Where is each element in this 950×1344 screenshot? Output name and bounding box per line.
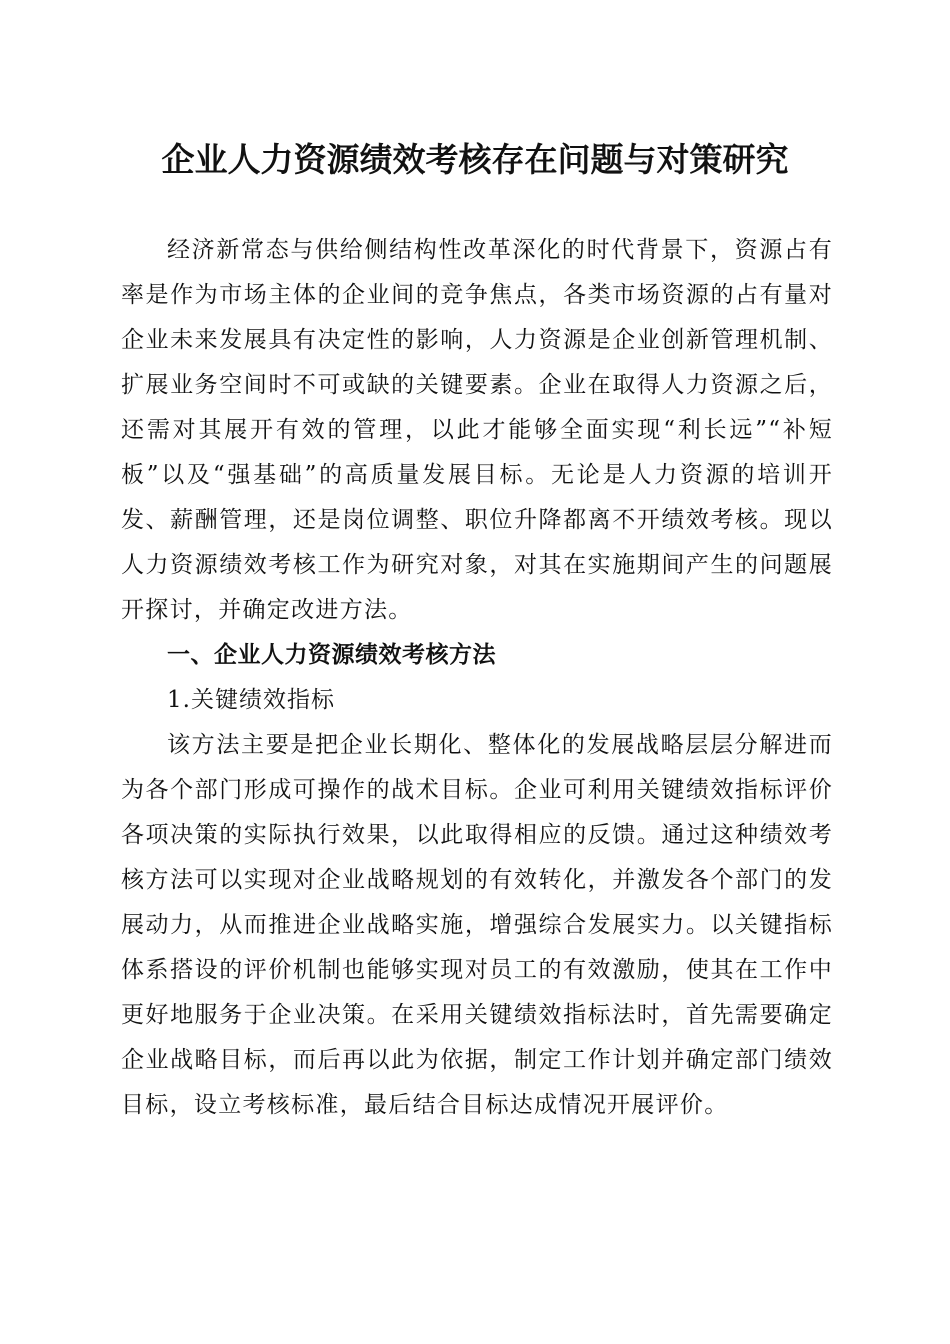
document-title: 企业人力资源绩效考核存在问题与对策研究 <box>161 140 789 179</box>
section-heading: 一、企业人力资源绩效考核方法 <box>167 642 496 668</box>
subsection-heading: 1.关键绩效指标 <box>167 687 335 713</box>
document-body <box>121 228 833 1128</box>
subsection-paragraph: 该方法主要是把企业长期化、整体化的发展战略层层分解进而为各个部门形成可操作的战术目标。企业可利用关键绩效指标评价各项决策的实际执行效果，以此取得相应的反馈。通过这种绩效考核方法可以实现对企业战略规划的有效转化，并激发各个部门的发展动力，从而推进企业战略实施，增强综合发展实力。以关键指标体系搭设的评价机制也能够实现对员工的有效激励，使其在工作中更好地服务于企业决策。在采用关键绩效指标法时，首先需要确定企业战略目标，而后再以此为依据，制定工作计划并确定部门绩效目标，设立考核标准，最后结合目标达成情况开展评价。 <box>121 732 833 1118</box>
intro-paragraph: 经济新常态与供给侧结构性改革深化的时代背景下，资源占有率是作为市场主体的企业间的竞争焦点，各类市场资源的占有量对企业未来发展具有决定性的影响，人力资源是企业创新管理机制、扩展业务空间时不可或缺的关键要素。企业在取得人力资源之后，还需对其展开有效的管理，以此才能够全面实现“利长远”“补短板”以及“强基础”的高质量发展目标。无论是人力资源的培训开发、薪酬管理，还是岗位调整、职位升降都离不开绩效考核。现以人力资源绩效考核工作为研究对象，对其在实施期间产生的问题展开探讨，并确定改进方法。 <box>121 237 833 623</box>
